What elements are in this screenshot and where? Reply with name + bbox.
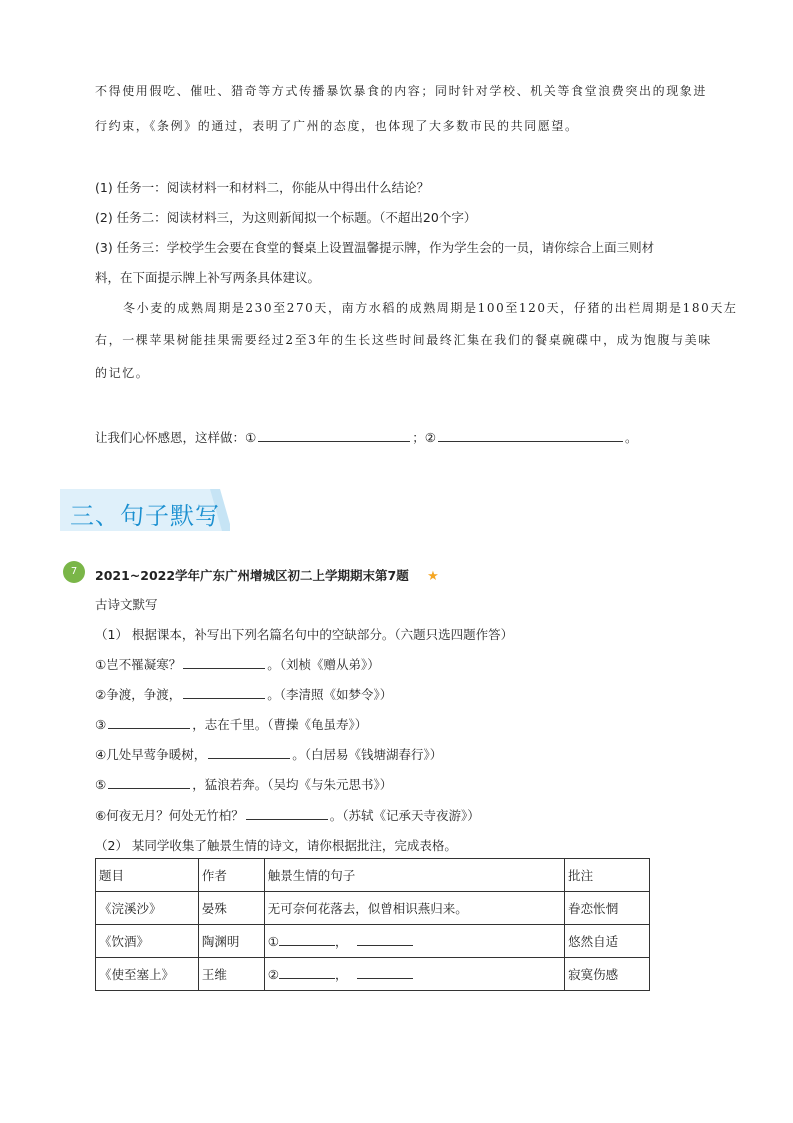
poem-blank[interactable] [246,807,328,820]
section-title: 三、句子默写 [70,502,220,530]
table-header: 批注 [565,859,650,892]
table-row [96,892,650,925]
table-header: 题目 [96,859,199,892]
task-2: (2) 任务二：阅读材料三，为这则新闻拟一个标题。（不超出20个字） [95,210,477,225]
task-3-cont: 料，在下面提示牌上补写两条具体建议。 [95,270,321,285]
task-3: (3) 任务三：学校学生会要在食堂的餐桌上设置温馨提示牌，作为学生会的一员，请你综合上面三则材 [95,240,655,255]
author-cell: 晏殊 [198,892,264,925]
part-1-instruction: （1） 根据课本，补写出下列名篇名句中的空缺部分。（六题只选四题作答） [95,627,514,642]
question-title [95,566,439,584]
poem-item-source: 。（苏轼《记承天寺夜游》） [329,808,480,823]
sign-text: 冬小麦的成熟周期是230至270天，南方水稻的成熟周期是100至120天，仔猪的出栏周期是180天左 [123,301,738,315]
note-cell: 悠然自适 [565,925,650,958]
poem-item [95,745,442,763]
question-number-badge: 7 [63,561,85,583]
comma: ， [334,967,348,982]
table-blank[interactable] [279,966,335,979]
author-cell: 王维 [198,958,264,991]
poem-item-source: 。（白居易《钱塘湖春行》） [292,747,443,762]
poem-blank[interactable] [183,686,265,699]
table-row [96,958,650,991]
passage-line: 不得使用假吃、催吐、猎奇等方式传播暴饮暴食的内容；同时针对学校、机关等食堂浪费突出的现象进 [95,84,708,98]
table-blank[interactable] [279,933,335,946]
task-1: (1) 任务一：阅读材料一和材料二，你能从中得出什么结论？ [95,180,430,195]
sentence-cell [264,958,564,991]
blank-mark: ② [267,967,279,982]
note-cell: 眷恋怅惘 [565,892,650,925]
poem-item [95,806,480,824]
separator: ；② [412,430,436,445]
poem-title-cell: 《饮酒》 [96,925,199,958]
table-header-row [96,859,650,892]
part-2-instruction: （2） 某同学收集了触景生情的诗文，请你根据批注，完成表格。 [95,838,457,853]
poem-item [95,715,367,733]
poem-item [95,655,380,673]
answer-blank-1[interactable] [258,429,410,442]
question-type: 古诗文默写 [95,597,158,612]
table-blank[interactable] [357,933,413,946]
poem-blank[interactable] [108,776,190,789]
note-cell: 寂寞伤感 [565,958,650,991]
poem-item [95,775,392,793]
table-header: 作者 [198,859,264,892]
blank-mark: ① [267,934,279,949]
answer-blank-2[interactable] [438,429,623,442]
poem-item-source: ，猛浪若奔。（吴均《与朱元思书》） [192,777,393,792]
comma: ， [334,934,348,949]
poem-blank[interactable] [183,656,265,669]
poem-item-source: 。（李清照《如梦令》） [267,687,393,702]
end-mark: 。 [624,430,638,445]
poem-item-text: ②争渡，争渡， [95,687,182,702]
table-row [96,925,650,958]
annotation-table [95,858,650,991]
table-blank[interactable] [357,966,413,979]
poem-item-text: ③ [95,717,107,732]
poem-item-text: ④几处早莺争暖树， [95,747,207,762]
poem-item-source: 。（刘桢《赠从弟》） [267,657,380,672]
poem-item-text: ①岂不罹凝寒？ [95,657,182,672]
sentence-cell [264,925,564,958]
sign-prompt [95,428,637,446]
poem-item-source: ，志在千里。（曹操《龟虽寿》） [192,717,368,732]
sentence-cell: 无可奈何花落去，似曾相识燕归来。 [264,892,564,925]
sign-text: 的记忆。 [95,366,150,380]
sign-prompt-label: 让我们心怀感恩，这样做：① [95,430,257,445]
section-banner [60,489,230,531]
poem-title-cell: 《使至塞上》 [96,958,199,991]
poem-title-cell: 《浣溪沙》 [96,892,199,925]
star-icon: ★ [427,569,439,584]
sign-text: 右，一棵苹果树能挂果需要经过2至3年的生长这些时间最终汇集在我们的餐桌碗碟中，成为饱腹与美味 [95,333,712,347]
author-cell: 陶渊明 [198,925,264,958]
question-source: 2021~2022学年广东广州增城区初二上学期期末第7题 [95,568,409,583]
poem-item-text: ⑥何夜无月？何处无竹柏？ [95,808,244,823]
poem-blank[interactable] [108,716,190,729]
poem-blank[interactable] [208,746,290,759]
poem-item-text: ⑤ [95,777,107,792]
poem-item [95,685,392,703]
table-header: 触景生情的句子 [264,859,564,892]
passage-line: 行约束，《条例》的通过，表明了广州的态度，也体现了大多数市民的共同愿望。 [95,119,579,133]
